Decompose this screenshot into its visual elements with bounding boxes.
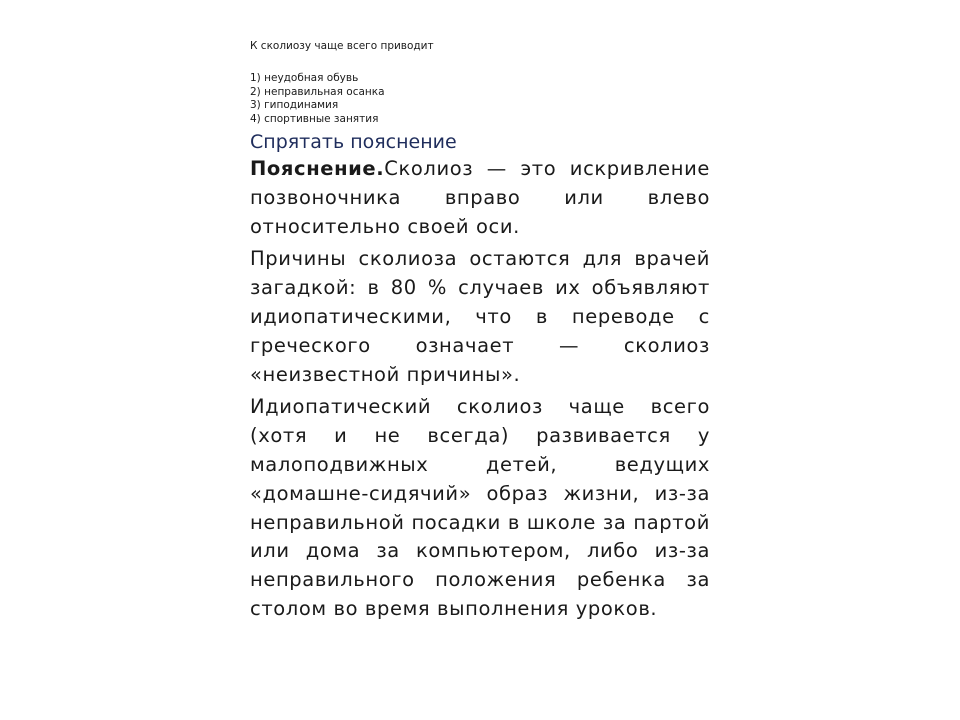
explanation-paragraph-3: Идиопатический сколиоз чаще всего (хотя и не всегда) развивается у малоподвижных детей, ведущих «домашне-сидячий» образ жизни, из-за неправильной посадки в школе за партой или дома за компьютером, либо из-за неправильного положения ребенка за столом во время выполнения уроков. (250, 395, 710, 620)
quiz-card (250, 40, 710, 628)
explanation-definition: Сколиоз — это искривление позвоночника вправо или влево относительно своей оси. (250, 157, 710, 238)
answer-list (250, 72, 710, 126)
answer-option-3[interactable]: 3) гиподинамия (250, 99, 339, 111)
explanation-label: Пояснение. (250, 157, 385, 180)
explanation-paragraph-2: Причины сколиоза остаются для врачей загадкой: в 80 % случаев их объявляют идиопатическими, что в переводе с греческого означает — сколиоз «неизвестной причины». (250, 247, 710, 386)
hide-explanation-link[interactable]: Спрятать пояснение (250, 131, 457, 153)
answer-option-4[interactable]: 4) спортивные занятия (250, 112, 379, 125)
explanation-block (250, 155, 710, 624)
question-text: К сколиозу чаще всего приводит (250, 40, 434, 52)
explanation-paragraph-1 (250, 155, 710, 241)
answer-option-1[interactable]: 1) неудобная обувь (250, 72, 359, 84)
answer-option-2[interactable]: 2) неправильная осанка (250, 85, 385, 98)
